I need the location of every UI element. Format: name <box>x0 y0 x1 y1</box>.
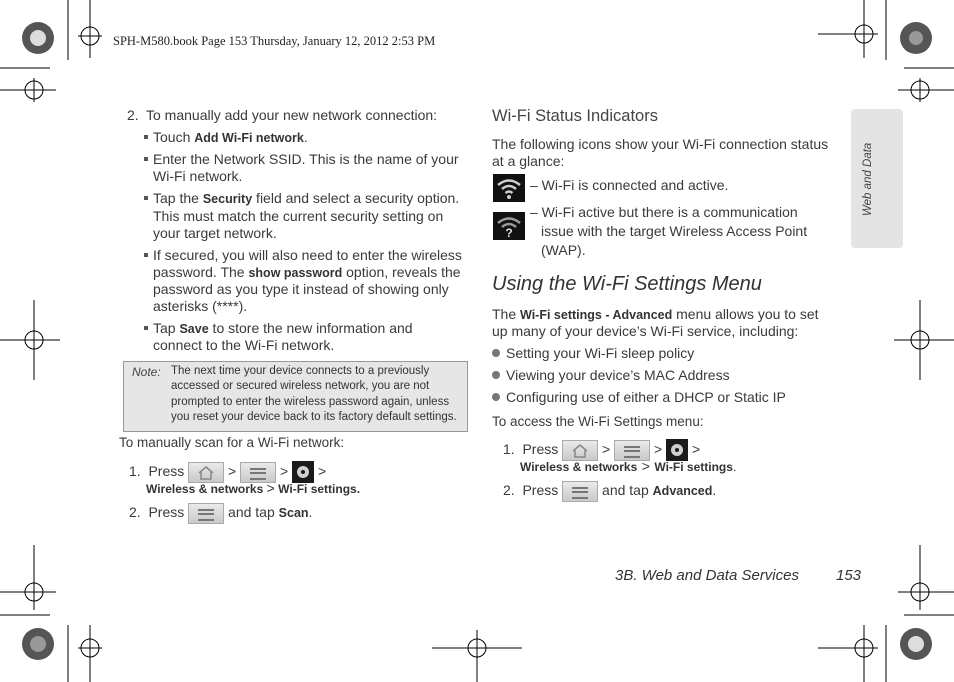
menu-key-icon <box>562 481 598 502</box>
page-number: 153 <box>836 567 862 584</box>
wifi-connected-icon <box>493 174 525 202</box>
scan-step-1: 1. Press > > > <box>129 460 326 482</box>
bullet-security: Tap the Security field and select a security option. <box>144 190 459 208</box>
access-intro: To access the Wi-Fi Settings menu: <box>492 414 704 429</box>
section-side-tab-label: Web and Data <box>862 142 874 216</box>
section-side-tab <box>851 109 903 248</box>
note-text: The next time your device connects to a previously accessed or secured wireless network, you are not prompted to enter the wireless password again, unless you reset your device back to its factory default settings. <box>171 365 457 423</box>
registration-mark-top-left <box>0 0 102 102</box>
list-item: Viewing your device’s MAC Address <box>492 367 730 384</box>
bullet-security-line2: This must match the current security setting on <box>153 208 444 224</box>
registration-mark-bottom-left <box>0 545 102 682</box>
bullet-square <box>144 135 148 139</box>
bullet-ssid: Enter the Network SSID. This is the name of your <box>144 151 459 168</box>
bullet-add-network: Touch Add Wi-Fi network. <box>144 129 308 147</box>
scan-step-2: 2. Press and tap Scan. <box>129 501 312 523</box>
scan-intro: To manually scan for a Wi-Fi network: <box>119 435 345 450</box>
menu-intro-2: up many of your device’s Wi-Fi service, including: <box>492 323 799 339</box>
list-item: Setting your Wi-Fi sleep policy <box>492 345 694 362</box>
step-2-text: To manually add your new network connection: <box>146 107 438 123</box>
bullet-security-line3: your target network. <box>153 225 277 241</box>
page-header: SPH-M580.book Page 153 Thursday, January 12, 2012 2:53 PM <box>113 34 436 48</box>
svg-text:?: ? <box>505 226 513 240</box>
bullet-password: If secured, you will also need to enter the wireless <box>144 247 462 264</box>
status-intro-1: The following icons show your Wi-Fi connection status <box>492 136 829 152</box>
icon2-desc-3: (WAP). <box>541 242 586 258</box>
bullet-save: Tap Save to store the new information and <box>144 320 413 338</box>
menu-intro-1: The Wi-Fi settings - Advanced menu allows you to set <box>492 306 819 322</box>
registration-mark-top-right <box>818 0 954 102</box>
note-label: Note: <box>132 365 161 379</box>
registration-mark-bottom-right <box>818 545 954 682</box>
menu-title: Using the Wi-Fi Settings Menu <box>492 273 762 295</box>
bullet-password-line3: password as you type it instead of showing only <box>153 281 449 297</box>
icon2-desc-1: – Wi-Fi active but there is a communication <box>530 204 798 220</box>
wifi-issue-icon <box>493 212 525 240</box>
registration-mark-mid-left <box>0 300 60 380</box>
bullet-save-line2: connect to the Wi-Fi network. <box>153 337 335 353</box>
registration-mark-bottom-center <box>432 630 522 682</box>
icon2-desc-2: issue with the target Wireless Access Point <box>541 223 808 239</box>
access-step-2: 2. Press and tap Advanced. <box>503 479 716 501</box>
registration-mark-mid-right <box>894 300 954 380</box>
status-intro-2: at a glance: <box>492 153 565 169</box>
scan-step-1-path: Wireless & networks > Wi-Fi settings. <box>146 480 361 496</box>
list-item: Configuring use of either a DHCP or Static IP <box>492 389 786 406</box>
bullet-password-line4: asterisks (****). <box>153 298 248 314</box>
menu-key-icon <box>188 503 224 524</box>
access-step-1-path: Wireless & networks > Wi-Fi settings. <box>520 458 737 474</box>
bullet-password-line2: password. The show password option, reveals the <box>153 264 461 280</box>
access-step-1: 1. Press > > > <box>503 438 700 460</box>
note-box <box>123 361 468 432</box>
status-title: Wi-Fi Status Indicators <box>492 107 658 125</box>
step-2-number: 2. <box>127 107 139 123</box>
icon1-desc: – Wi-Fi is connected and active. <box>530 177 729 193</box>
footer-section: 3B. Web and Data Services <box>615 567 799 584</box>
bullet-ssid-line2: Wi-Fi network. <box>153 168 243 184</box>
